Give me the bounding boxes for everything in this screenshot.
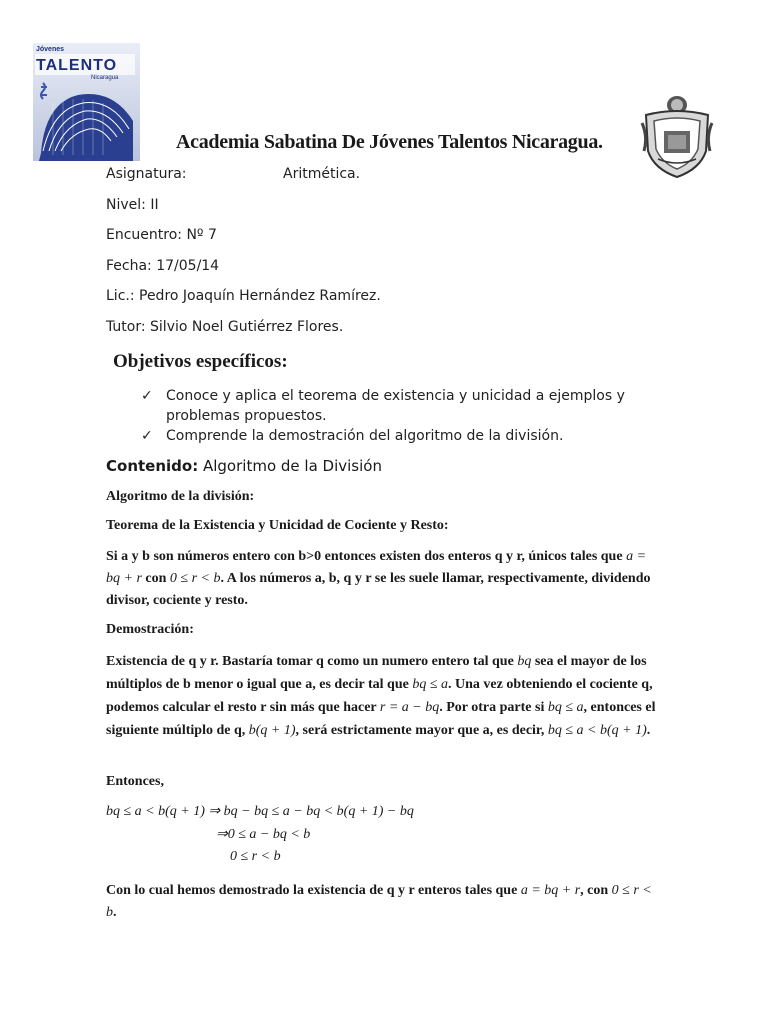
contenido-line: [106, 457, 382, 475]
text: , con: [580, 883, 609, 898]
text: . Por otra parte si: [439, 700, 545, 715]
section-heading: Algoritmo de la división:: [106, 489, 255, 504]
objective-text: Conoce y aplica el teorema de existencia y unicidad a ejemplos y problemas propuestos.: [166, 388, 625, 424]
text: . Una vez obteniendo el cociente q, podemos calcular el resto r sin más que hacer: [106, 677, 653, 715]
math: a = bq + r: [520, 883, 581, 898]
text: Existencia de q y r. Bastaría tomar q como un numero entero tal que: [106, 654, 514, 669]
math: 0 ≤ r < b: [106, 883, 652, 920]
check-icon: ✓: [141, 428, 153, 444]
proof-paragraph: [106, 650, 662, 742]
demostracion-heading: Demostración:: [106, 622, 194, 637]
objective-text: Comprende la demostración del algoritmo de la división.: [166, 428, 564, 444]
math: r = a − bq: [379, 700, 440, 715]
info-asignatura: [106, 166, 360, 182]
info-fecha: Fecha: 17/05/14: [106, 258, 220, 274]
info-tutor: Tutor: Silvio Noel Gutiérrez Flores.: [106, 319, 344, 335]
theorem-heading: Teorema de la Existencia y Unicidad de Cociente y Resto:: [106, 518, 449, 533]
text: .: [646, 723, 651, 738]
math: 0 ≤ r < b: [169, 571, 221, 586]
logo-top-text: Jóvenes: [36, 46, 65, 53]
objective-item: [141, 426, 671, 446]
entonces-heading: Entonces,: [106, 774, 164, 789]
conclusion-paragraph: [106, 880, 662, 924]
equation-line-3: 0 ≤ r < b: [230, 849, 281, 864]
text: Con lo cual hemos demostrado la existencia de q y r enteros tales que: [106, 883, 518, 898]
math: bq ≤ a < b(q + 1): [547, 723, 647, 738]
text: , entonces el siguiente múltiplo de q,: [106, 700, 656, 738]
math: bq ≤ a: [547, 700, 584, 715]
text: .: [113, 905, 117, 920]
objective-item: [141, 386, 671, 426]
check-icon: ✓: [141, 388, 153, 404]
logo-sub: Nicaragua: [91, 75, 119, 81]
theorem-paragraph: [106, 546, 662, 612]
document-title: Academia Sabatina De Jóvenes Talentos Nicaragua.: [176, 131, 603, 153]
text: con: [145, 571, 167, 586]
math: a = bq + r: [106, 549, 647, 586]
math: bq ≤ a: [412, 677, 449, 692]
info-encuentro: Encuentro: Nº 7: [106, 227, 217, 243]
text: . A los números a, b, q y r se les suele llamar, respectivamente, dividendo divisor, cociente y resto.: [106, 571, 651, 608]
info-lic: Lic.: Pedro Joaquín Hernández Ramírez.: [106, 288, 381, 304]
equation-line-2: ⇒0 ≤ a − bq < b: [216, 827, 311, 842]
contenido-label: Contenido:: [106, 457, 199, 475]
asignatura-label: Asignatura:: [106, 166, 187, 182]
asignatura-value: Aritmética.: [283, 166, 361, 182]
logo-word: TALENTO: [36, 57, 118, 74]
math: bq: [517, 654, 532, 669]
math: b(q + 1): [248, 723, 296, 738]
objetivos-heading: Objetivos específicos:: [113, 351, 288, 372]
contenido-value: Algoritmo de la División: [202, 457, 382, 475]
text: Si a y b son números entero con b>0 entonces existen dos enteros q y r, únicos tales que: [106, 549, 623, 564]
text: , será estrictamente mayor que a, es decir,: [295, 723, 545, 738]
text: sea el mayor de los múltiplos de b menor o igual que a, es decir tal que: [106, 654, 647, 692]
equation-line-1: bq ≤ a < b(q + 1) ⇒ bq − bq ≤ a − bq < b(q + 1) − bq: [106, 804, 414, 819]
university-seal: [640, 93, 714, 179]
talento-logo: [33, 43, 140, 161]
info-nivel: Nivel: II: [106, 197, 159, 213]
